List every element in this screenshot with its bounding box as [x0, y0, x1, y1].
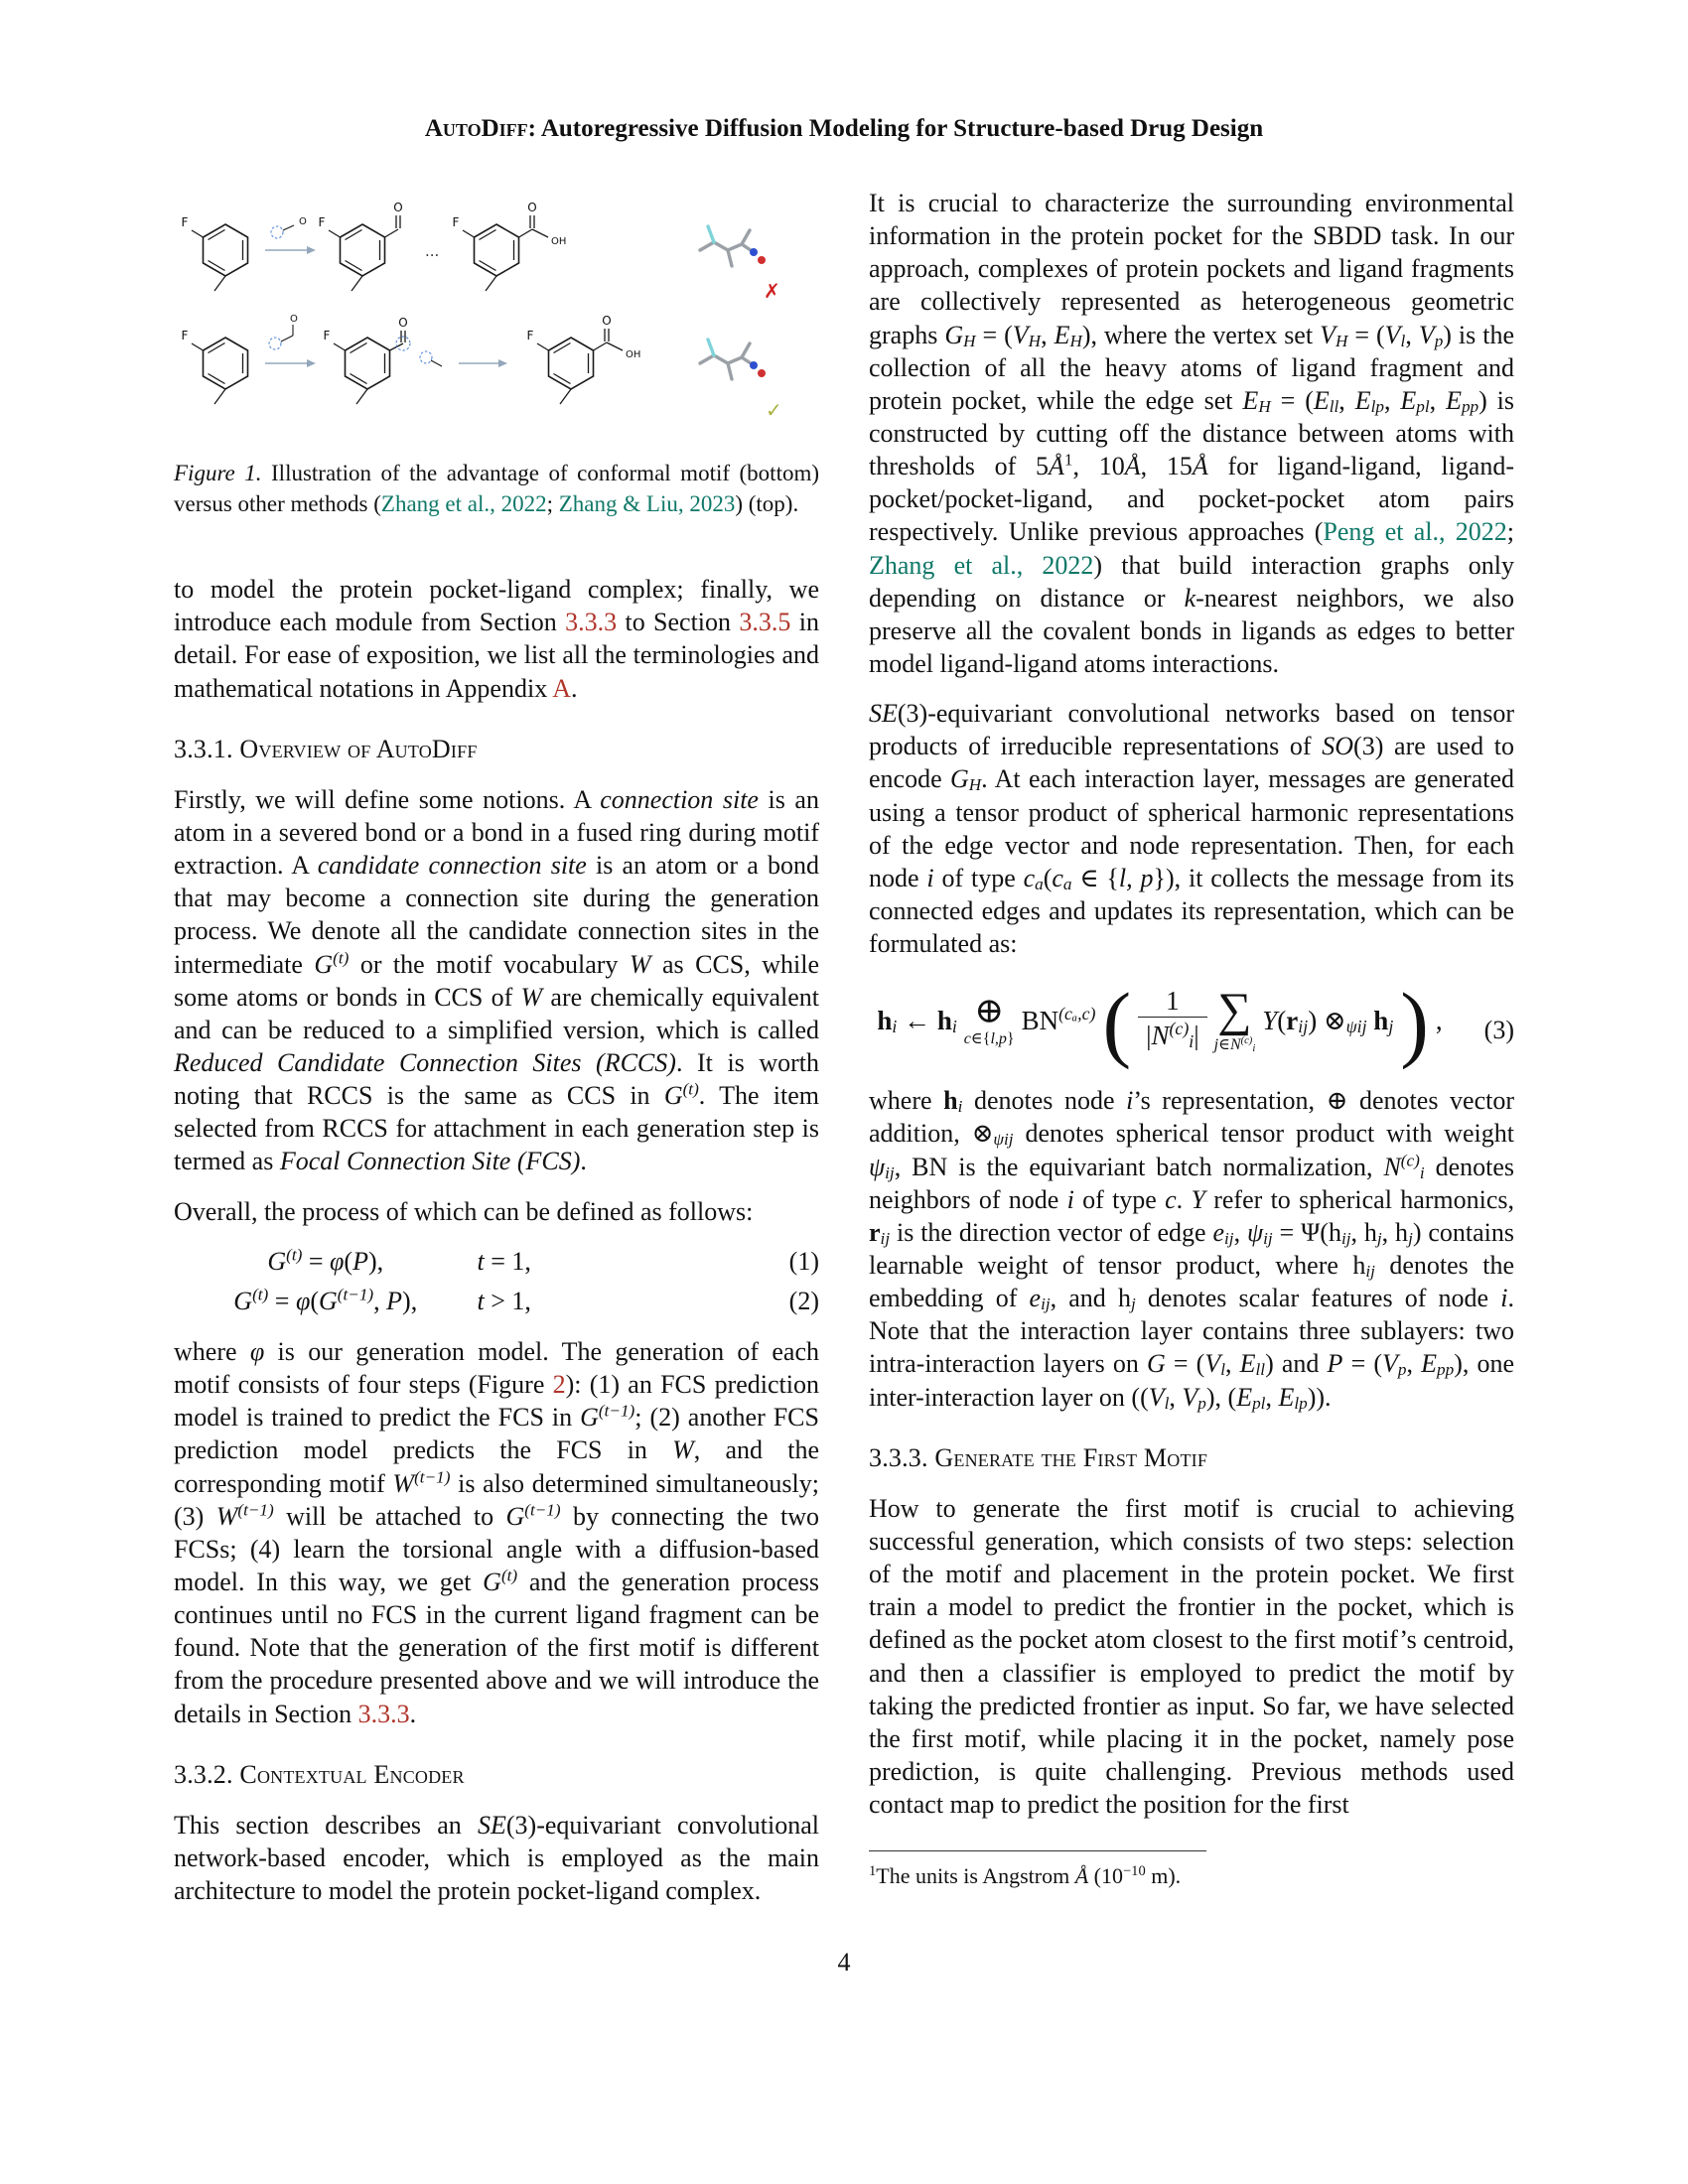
paragraph-environment: It is crucial to characterize the surrounding environmental information in the protein pocket for the SBDD task. In our approach, complexes of protein pockets and ligand fragments are collectively represented as heterogeneous geometric graphs GH = (VH, EH), where the vertex set VH = (Vl, Vp) is the collection of all the heavy atoms of ligand fragment and protein pocket, while the edge set EH = (Ell, Elp, Epl, Epp) is constructed by cutting off the distance between atoms with thresholds of $5Å^1$, 10Å, 15Å for ligand-ligand, ligand-pocket/pocket-ligand, and pocket-pocket atom pairs respectively. Unlike previous approaches (Peng et al., 2022; Zhang et al., 2022) that build interaction graphs only depending on distance or k-nearest neighbors, we also preserve all the covalent bonds in ligands as edges to better model ligand-ligand atoms interactions.	[869, 189, 1515, 678]
heading-3-3-1: 3.3.1. Overview of AutoDiff	[174, 734, 478, 763]
citation-link[interactable]: Zhang et al., 2022	[380, 490, 547, 516]
running-head: AutoDiff: Autoregressive Diffusion Modeling for Structure-based Drug Design	[424, 115, 1264, 142]
equation-2	[174, 1285, 819, 1317]
oplus-operator: ⊕ c∈{l,p}	[963, 991, 1015, 1048]
equation-1	[174, 1245, 819, 1278]
footnote-rule	[869, 1850, 1206, 1851]
equation-2-condition: t > 1,	[477, 1286, 531, 1315]
atom-label-o: O	[527, 201, 537, 214]
molecule-ketone	[527, 314, 641, 404]
batchnorm-term: $BN^{(c_a,c)}$	[1021, 1003, 1096, 1035]
heading-3-3-2: 3.3.2. Contextual Encoder	[174, 1759, 465, 1789]
figure1-row-bottom	[182, 314, 782, 422]
equation-1-condition: t = 1,	[477, 1246, 531, 1276]
equation-1-body: $G^{(t)} = \varphi(P)$,	[267, 1245, 384, 1276]
normalization-fraction: $\frac{1}{|N^{(c)}i|}$	[1138, 986, 1207, 1054]
equation-1-number: (1)	[788, 1246, 819, 1276]
equation-3-number: (3)	[1483, 1016, 1514, 1045]
atom-label-oh: OH	[626, 349, 641, 360]
sum-operator: ∑ $j\in N^{(c)}i$	[1213, 984, 1256, 1055]
figure-1-caption: Figure 1. Illustration of the advantage of conformal motif (bottom) versus other methods (Zhang et al., 2022; Zhang & Liu, 2023) (top).	[174, 461, 820, 516]
ellipsis-label: ...	[425, 242, 440, 260]
paragraph-overall: Overall, the process of which can be defined as follows:	[174, 1196, 754, 1226]
atom-label-o: O	[290, 314, 298, 325]
molecule-3d-conformer	[700, 340, 766, 379]
paragraph-overview: Firstly, we will define some notions. A connection site is an atom in a severed bond or a bond in a fused ring during motif extraction. A candidate connection site is an atom or a bond that may become a connection site during the generation process. We denote all the candidate connection sites in the intermediate $G^{(t)}$ or the motif vocabulary W as CCS, while some atoms or bonds in CCS of W are chemically equivalent and can be reduced to a simplified version, which is called Reduced Candidate Connection Sites (RCCS). It is worth noting that RCCS is the same as CCS in $G^{(t)}$. The item selected from RCCS for attachment in each generation step is termed as Focal Connection Site (FCS).	[174, 784, 820, 1176]
equation-2-body: $G^{(t)} = \varphi(G^{(t-1)}$, P),	[233, 1285, 418, 1315]
arrow-icon	[498, 359, 507, 367]
citation-link[interactable]: Zhang & Liu, 2023	[558, 490, 736, 516]
figure-1	[174, 193, 819, 519]
equation-3-lhs: hi ← hi	[877, 1005, 957, 1036]
citation-link[interactable]: Peng et al., 2022	[1323, 517, 1507, 547]
paragraph-contextual-encoder: This section describes an SE(3)-equivariant convolutional network-based encoder, which is employed as the main architecture to model the protein pocket-ligand complex.	[174, 1810, 819, 1906]
molecule-fluorotoluene	[182, 329, 248, 404]
page-number: 4	[837, 1948, 851, 1977]
atom-label-f: F	[181, 215, 189, 229]
atom-label-f: F	[452, 215, 460, 229]
footnote: $^1$The units is Angstrom Å ($10^{-10}$ m).	[869, 1863, 1182, 1889]
paragraph-intro: to model the protein pocket-ligand complex; finally, we introduce each module from Section 3.3.3 to Section 3.3.5 in detail. For ease of exposition, we list all the terminologies and mathematical notations in Appendix A.	[174, 575, 819, 703]
atom-label-o: O	[398, 316, 408, 330]
figure1-illustration	[174, 193, 819, 439]
right-column	[869, 187, 1514, 1890]
arrow-icon	[307, 246, 316, 254]
equations-1-2	[174, 1245, 819, 1317]
equation-3: hi ← hi ⊕ c∈{l,p} $BN^{(c_a,c)}$ ( $\frac{1}{|N^{(c)}i|}$ ∑ $j\in N^{(c)}i$ Y(rij) ⊗ψij hj ) , (3)	[877, 974, 1514, 1070]
section-ref-link[interactable]: 3.3.3	[357, 1699, 410, 1728]
paragraph-first-motif: How to generate the first motif is crucial to achieving successful generation, which consists of two steps: selection of the motif and placement in the protein pocket. We first train a model to predict the frontier in the pocket, which is defined as the pocket atom closest to the first motif’s centroid, and then a classifier is employed to predict the motif by taking the predicted frontier as input. So far, we have selected the first motif, while placing it in the pocket, namely pose prediction, is quite challenging. Previous methods used contact map to predict the position for the first	[869, 1493, 1514, 1820]
left-column	[174, 187, 819, 1924]
figure1-row-top	[182, 201, 780, 303]
atom-label-f: F	[181, 329, 189, 342]
molecule-3d-conformer	[700, 226, 766, 266]
paragraph-se3-networks: SE(3)-equivariant convolutional networks based on tensor products of irreducible representations of SO(3) are used to encode GH. At each interaction layer, messages are generated using a tensor product of spherical harmonic representations of the edge vector and node representation. Then, for each node i of type ca(ca ∈ {l, p}), it collects the message from its connected edges and updates its representation, which can be formulated as:	[869, 699, 1515, 959]
section-ref-link[interactable]: A	[552, 673, 572, 703]
molecule-ketone	[453, 201, 567, 291]
red-x-icon: ✗	[764, 279, 780, 303]
atom-label-f: F	[318, 215, 326, 229]
molecule-fluorotoluene	[182, 215, 248, 291]
equation-3-comma: ,	[1435, 1005, 1443, 1035]
section-ref-link[interactable]: 3.3.5	[739, 608, 791, 637]
atom-label-oh: OH	[551, 236, 567, 247]
atom-label-o: O	[602, 314, 612, 328]
section-ref-link[interactable]: 3.3.3	[565, 608, 618, 637]
paragraph-notation: where hi denotes node i’s representation, ⊕ denotes vector addition, ⊗ψij denotes spherical tensor product with weight ψij, BN is the equivariant batch normalization, $N^{(c)}i$ denotes neighbors of node i of type c. Y refer to spherical harmonics, rij is the direction vector of edge eij, ψij = Ψ(hij, hj, hj) contains learnable weight of tensor product, where hij denotes the embedding of eij, and hj denotes scalar features of node i. Note that the interaction layer contains three sublayers: two intra-interaction layers on G = (Vl, Ell) and P = (Vp, Epp), one inter-interaction layer on ((Vl, Vp), (Epl, Elp)).	[869, 1086, 1515, 1413]
molecule-acetyl-intermediate	[324, 316, 410, 404]
equation-2-number: (2)	[788, 1286, 819, 1315]
atom-label-o: O	[393, 201, 403, 214]
heading-3-3-3: 3.3.3. Generate the First Motif	[869, 1442, 1208, 1472]
molecule-aldehyde	[319, 201, 403, 291]
green-check-icon: ✓	[766, 398, 782, 422]
section-ref-link[interactable]: 2	[552, 1370, 566, 1400]
atom-label-o: O	[299, 216, 307, 227]
tensor-product-term: Y(rij) ⊗ψij hj	[1262, 1005, 1394, 1036]
atom-label-f: F	[323, 329, 331, 342]
arrow-icon	[307, 359, 316, 367]
paragraph-generation-steps: where φ is our generation model. The generation of each motif consists of four steps (Figure 2): (1) an FCS prediction model is trained to predict the FCS in $G^{(t-1)}$; (2) another FCS prediction model predicts the FCS in W, and the corresponding motif $W^{(t-1)}$ is also determined simultaneously; (3) $W^{(t-1)}$ will be attached to $G^{(t-1)}$ by connecting the two FCSs; (4) learn the torsional angle with a diffusion-based model. In this way, we get $G^{(t)}$ and the generation process continues until no FCS in the current ligand fragment can be found. Note that the generation of the first motif is different from the procedure presented above and we will introduce the details in Section 3.3.3.	[174, 1336, 820, 1728]
citation-link[interactable]: Zhang et al., 2022	[869, 550, 1094, 580]
atom-label-f: F	[526, 329, 534, 342]
